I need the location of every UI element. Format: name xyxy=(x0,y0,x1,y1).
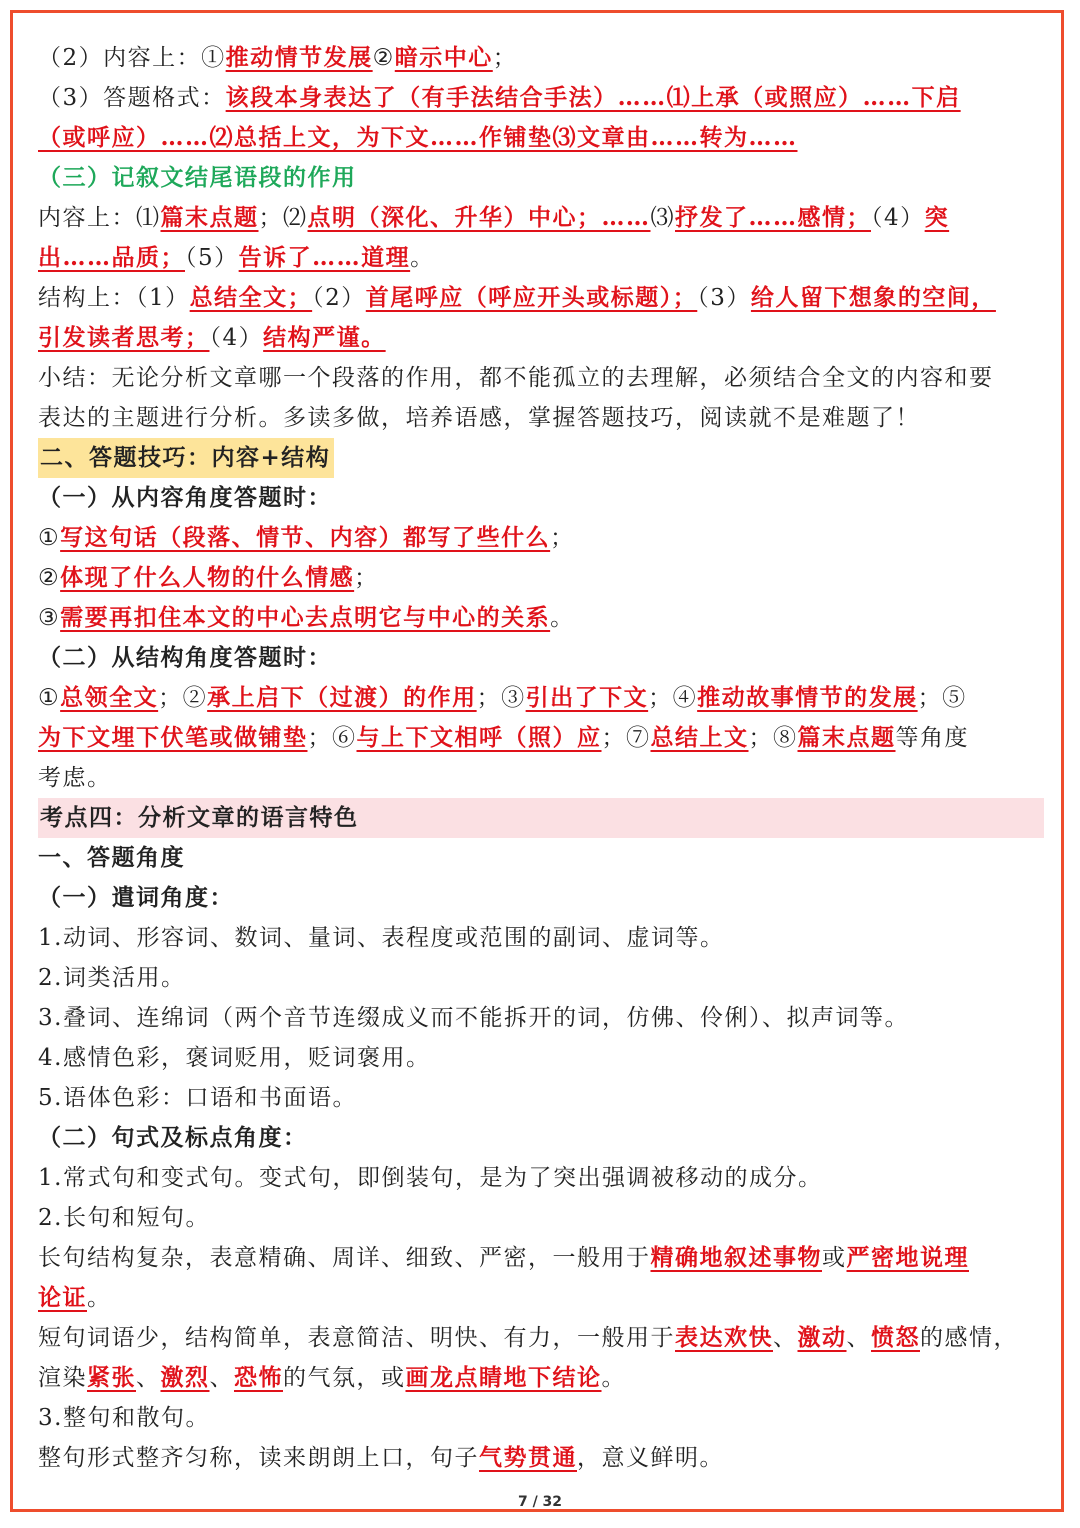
emphasis-text: 与上下文相呼（照）应 xyxy=(356,724,602,751)
emphasis-text: 愤怒 xyxy=(871,1324,920,1351)
emphasis-text: 论证 xyxy=(38,1284,87,1311)
emphasis-text: 引发读者思考； xyxy=(38,324,210,351)
text-line xyxy=(38,438,1044,478)
text-segment: 、 xyxy=(136,1365,161,1391)
emphasis-text: 推动情节发展 xyxy=(225,44,373,71)
emphasis-text: 严密地说理 xyxy=(846,1244,969,1271)
emphasis-text: 画龙点睛地下结论 xyxy=(405,1364,602,1391)
emphasis-text: 推动故事情节的发展 xyxy=(697,684,918,711)
emphasis-text: 总领全文 xyxy=(60,684,159,711)
text-segment: ； xyxy=(354,565,379,591)
text-line xyxy=(38,998,1044,1038)
emphasis-text: 点明（深化、升华）中心；…… xyxy=(307,204,651,231)
emphasis-text: 激烈 xyxy=(160,1364,210,1391)
text-line xyxy=(38,1158,1044,1198)
emphasis-text: 承上启下（过渡）的作用 xyxy=(207,684,477,711)
text-line xyxy=(38,358,1044,398)
text-segment: 一、答题角度 xyxy=(38,844,185,871)
text-segment: ② xyxy=(372,45,395,71)
emphasis-text: 引出了下文 xyxy=(525,684,649,711)
text-line xyxy=(38,758,1044,798)
text-line xyxy=(38,598,1044,638)
text-line xyxy=(38,398,1044,438)
text-segment: ； xyxy=(550,525,575,551)
text-segment: 、 xyxy=(846,1325,871,1351)
text-segment: （3） xyxy=(697,285,751,311)
text-segment: ⑶ xyxy=(650,205,675,231)
text-line xyxy=(38,198,1044,238)
text-segment: 。 xyxy=(410,245,435,271)
emphasis-text: （或呼应）……⑵总括上文，为下文……作铺垫⑶文章由……转为…… xyxy=(38,124,798,151)
text-segment: ③ xyxy=(38,605,61,631)
text-segment: ；③ xyxy=(476,685,526,711)
text-line xyxy=(38,278,1044,318)
text-segment: （5） xyxy=(185,245,239,271)
text-segment: ；② xyxy=(158,685,208,711)
text-segment: 短句词语少，结构简单，表意简洁、明快、有力，一般用于 xyxy=(38,1325,675,1351)
text-segment: 、 xyxy=(773,1325,798,1351)
emphasis-text: 总结上文 xyxy=(650,724,749,751)
text-segment: ；⑦ xyxy=(601,725,651,751)
text-segment: 2.长句和短句。 xyxy=(38,1205,210,1231)
text-segment: 等角度 xyxy=(895,725,969,751)
emphasis-text: 暗示中心 xyxy=(394,44,493,71)
text-segment: ；⑤ xyxy=(917,685,967,711)
text-line xyxy=(38,1358,1044,1398)
text-segment: （三）记叙文结尾语段的作用 xyxy=(38,164,357,191)
emphasis-text: 紧张 xyxy=(87,1364,136,1391)
text-line xyxy=(38,1078,1044,1118)
emphasis-text: 气势贯通 xyxy=(479,1444,577,1471)
text-line xyxy=(38,238,1044,278)
text-segment: （2）内容上：① xyxy=(38,45,226,71)
text-segment: 整句形式整齐匀称，读来朗朗上口，句子 xyxy=(38,1445,479,1471)
text-segment: 的感情， xyxy=(920,1325,1018,1351)
text-segment: 1.常式句和变式句。变式句，即倒装句，是为了突出强调被移动的成分。 xyxy=(38,1165,823,1191)
text-segment: 长句结构复杂，表意精确、周详、细致、严密，一般用于 xyxy=(38,1245,651,1271)
text-line xyxy=(38,918,1044,958)
text-line xyxy=(38,1038,1044,1078)
text-line xyxy=(38,718,1044,758)
text-segment: 5.语体色彩：口语和书面语。 xyxy=(38,1085,357,1111)
text-segment: （二）从结构角度答题时： xyxy=(38,644,332,671)
document-body xyxy=(38,38,1044,1478)
text-line xyxy=(38,638,1044,678)
text-segment: 小结：无论分析文章哪一个段落的作用，都不能孤立的去理解，必须结合全文的内容和要 xyxy=(38,365,994,391)
text-segment: ；⑵ xyxy=(258,205,308,231)
emphasis-text: 告诉了……道理 xyxy=(238,244,411,271)
text-segment: 渲染 xyxy=(38,1365,87,1391)
text-segment: 内容上：⑴ xyxy=(38,205,161,231)
emphasis-text: 恐怖 xyxy=(234,1364,283,1391)
text-line xyxy=(38,478,1044,518)
text-line xyxy=(38,1118,1044,1158)
text-segment: （3）答题格式： xyxy=(38,85,226,111)
text-segment: 的气氛，或 xyxy=(283,1365,406,1391)
text-segment: 结构上：（1） xyxy=(38,285,190,311)
text-line xyxy=(38,838,1044,878)
text-segment: 。 xyxy=(87,1285,112,1311)
section-heading-highlight xyxy=(38,438,334,478)
text-line xyxy=(38,878,1044,918)
text-line xyxy=(38,1238,1044,1278)
text-segment: 或 xyxy=(822,1245,847,1271)
text-segment: （一）从内容角度答题时： xyxy=(38,484,332,511)
emphasis-text: 需要再扣住本文的中心去点明它与中心的关系 xyxy=(60,604,551,631)
emphasis-text: 表达欢快 xyxy=(675,1324,773,1351)
text-segment: （2） xyxy=(312,285,366,311)
text-line xyxy=(38,38,1044,78)
emphasis-text: 首尾呼应（呼应开头或标题）； xyxy=(365,284,698,311)
emphasis-text: 结构严谨。 xyxy=(263,324,386,351)
text-segment: 考点四：分析文章的语言特色 xyxy=(40,804,359,831)
text-line xyxy=(38,558,1044,598)
emphasis-text: 抒发了……感情； xyxy=(675,204,871,231)
text-line xyxy=(38,1438,1044,1478)
text-segment: （4） xyxy=(209,325,264,351)
emphasis-text: 精确地叙述事物 xyxy=(650,1244,822,1271)
text-line xyxy=(38,78,1044,118)
text-segment: ① xyxy=(38,685,61,711)
text-segment: 4.感情色彩，褒词贬用，贬词褒用。 xyxy=(38,1045,431,1071)
emphasis-text: 篇末点题 xyxy=(160,204,259,231)
text-segment: 3.整句和散句。 xyxy=(38,1405,210,1431)
emphasis-text: 写这句话（段落、情节、内容）都写了些什么 xyxy=(60,524,551,551)
text-segment: 表达的主题进行分析。多读多做，培养语感，掌握答题技巧，阅读就不是难题了！ xyxy=(38,405,920,431)
text-line xyxy=(38,1318,1044,1358)
text-segment: 二、答题技巧：内容+结构 xyxy=(40,444,331,471)
text-segment: 3.叠词、连绵词（两个音节连缀成义而不能拆开的词，仿佛、伶俐）、拟声词等。 xyxy=(38,1005,909,1031)
text-segment: ① xyxy=(38,525,61,551)
text-segment: 。 xyxy=(601,1365,626,1391)
emphasis-text: 篇末点题 xyxy=(797,724,896,751)
text-segment: （一）遣词角度： xyxy=(38,884,234,911)
text-line xyxy=(38,118,1044,158)
text-segment: ；⑥ xyxy=(307,725,357,751)
emphasis-text: 激动 xyxy=(797,1324,847,1351)
text-segment: （二）句式及标点角度： xyxy=(38,1124,308,1151)
text-segment: 、 xyxy=(209,1365,234,1391)
text-line xyxy=(38,798,1044,838)
text-segment: ；⑧ xyxy=(748,725,798,751)
text-line xyxy=(38,1198,1044,1238)
page-number: 7 / 32 xyxy=(517,1494,563,1510)
emphasis-text: 出……品质； xyxy=(38,244,185,271)
text-line xyxy=(38,318,1044,358)
emphasis-text: 给人留下想象的空间， xyxy=(750,284,996,311)
text-segment: ；④ xyxy=(648,685,698,711)
text-line xyxy=(38,958,1044,998)
emphasis-text: 突 xyxy=(924,204,950,231)
text-line xyxy=(38,158,1044,198)
text-segment: 。 xyxy=(550,605,575,631)
emphasis-text: 为下文埋下伏笔或做铺垫 xyxy=(38,724,308,751)
text-segment: 2.词类活用。 xyxy=(38,965,186,991)
text-segment: ； xyxy=(492,45,518,71)
text-line xyxy=(38,678,1044,718)
text-line xyxy=(38,518,1044,558)
emphasis-text: 体现了什么人物的什么情感 xyxy=(60,564,355,591)
text-segment: （4） xyxy=(871,205,925,231)
text-line xyxy=(38,1398,1044,1438)
emphasis-text: 该段本身表达了（有手法结合手法）……⑴上承（或照应）……下启 xyxy=(225,84,961,111)
emphasis-text: 总结全文； xyxy=(189,284,313,311)
topic-heading-highlight xyxy=(38,798,1044,838)
text-line xyxy=(38,1278,1044,1318)
text-segment: ，意义鲜明。 xyxy=(577,1445,724,1471)
text-segment: 考虑。 xyxy=(38,765,112,791)
text-segment: 1.动词、形容词、数词、量词、表程度或范围的副词、虚词等。 xyxy=(38,925,725,951)
text-segment: ② xyxy=(38,565,61,591)
